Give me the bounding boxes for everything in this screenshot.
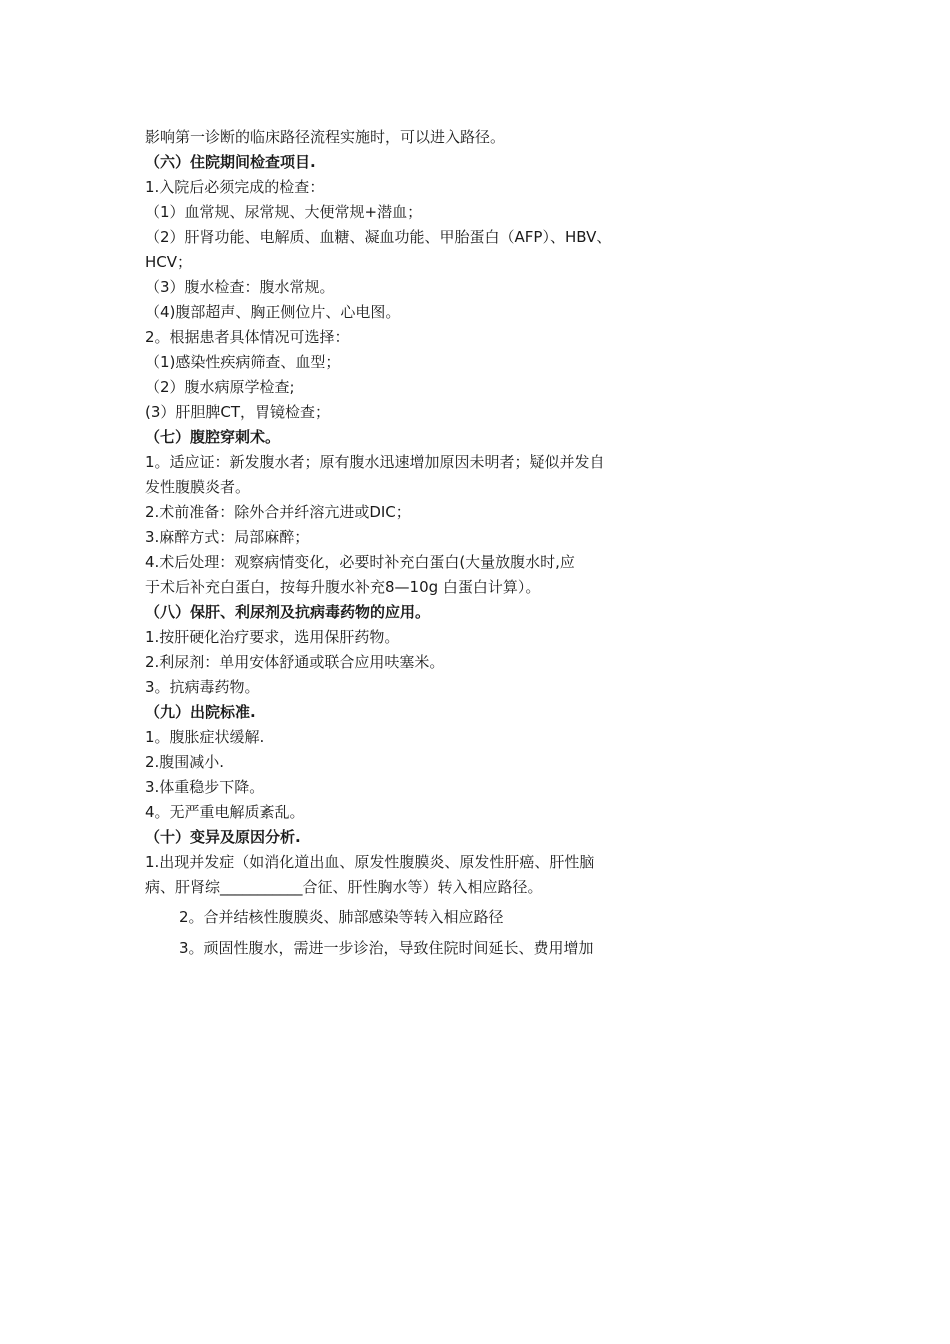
text-line: （1）血常规、尿常规、大便常规+潜血； (145, 203, 423, 221)
text-line: （2）肝肾功能、电解质、血糖、凝血功能、甲胎蛋白（AFP）、HBV、 (145, 228, 612, 246)
text-line: 2.术前准备：除外合并纤溶亢进或DIC； (145, 503, 411, 521)
text-line: 1。腹胀症状缓解. (145, 728, 265, 746)
text-line: 2.腹围减小. (145, 753, 225, 771)
section-heading-6: （六）住院期间检查项目. (145, 153, 316, 171)
text-line: 发性腹膜炎者。 (145, 478, 251, 496)
section-heading-7: （七）腹腔穿刺术。 (145, 428, 281, 446)
text-line: 3。抗病毒药物。 (145, 678, 260, 696)
text-line: 2.利尿剂：单用安体舒通或联合应用呋塞米。 (145, 653, 445, 671)
section-heading-8: （八）保肝、利尿剂及抗病毒药物的应用。 (145, 603, 431, 621)
text-line: 1.按肝硬化治疗要求，选用保肝药物。 (145, 628, 400, 646)
text-line: 影响第一诊断的临床路径流程实施时，可以进入路径。 (145, 128, 506, 146)
text-line: 于术后补充白蛋白，按每升腹水补充8—10g 白蛋白计算）。 (145, 578, 541, 596)
text-line: （4)腹部超声、胸正侧位片、心电图。 (145, 303, 401, 321)
text-line: 病、肝肾综___________合征、肝性胸水等）转入相应路径。 (145, 878, 543, 896)
document-body (145, 125, 705, 961)
text-line: （2）腹水病原学检查; (145, 378, 295, 396)
text-line: 3.体重稳步下降。 (145, 778, 265, 796)
text-line: 1.出现并发症（如消化道出血、原发性腹膜炎、原发性肝癌、肝性脑 (145, 853, 595, 871)
text-line: 2。根据患者具体情况可选择： (145, 328, 350, 346)
text-line: 4。无严重电解质紊乱。 (145, 803, 305, 821)
text-line-indented: 2。合并结核性腹膜炎、肺部感染等转入相应路径 (179, 908, 504, 926)
text-line: 1.入院后必须完成的检查： (145, 178, 325, 196)
text-line-indented: 3。顽固性腹水，需进一步诊治，导致住院时间延长、费用增加 (179, 939, 594, 957)
text-line: （1)感染性疾病筛查、血型； (145, 353, 341, 371)
text-line: 1。适应证：新发腹水者；原有腹水迅速增加原因未明者；疑似并发自 (145, 453, 605, 471)
section-heading-10: （十）变异及原因分析. (145, 828, 301, 846)
text-line: HCV； (145, 253, 193, 271)
text-line: 3.麻醉方式：局部麻醉； (145, 528, 310, 546)
text-line: （3）腹水检查：腹水常规。 (145, 278, 335, 296)
text-line: (3）肝胆脾CT，胃镜检查； (145, 403, 331, 421)
text-line: 4.术后处理：观察病情变化，必要时补充白蛋白(大量放腹水时,应 (145, 553, 575, 571)
section-heading-9: （九）出院标准. (145, 703, 256, 721)
